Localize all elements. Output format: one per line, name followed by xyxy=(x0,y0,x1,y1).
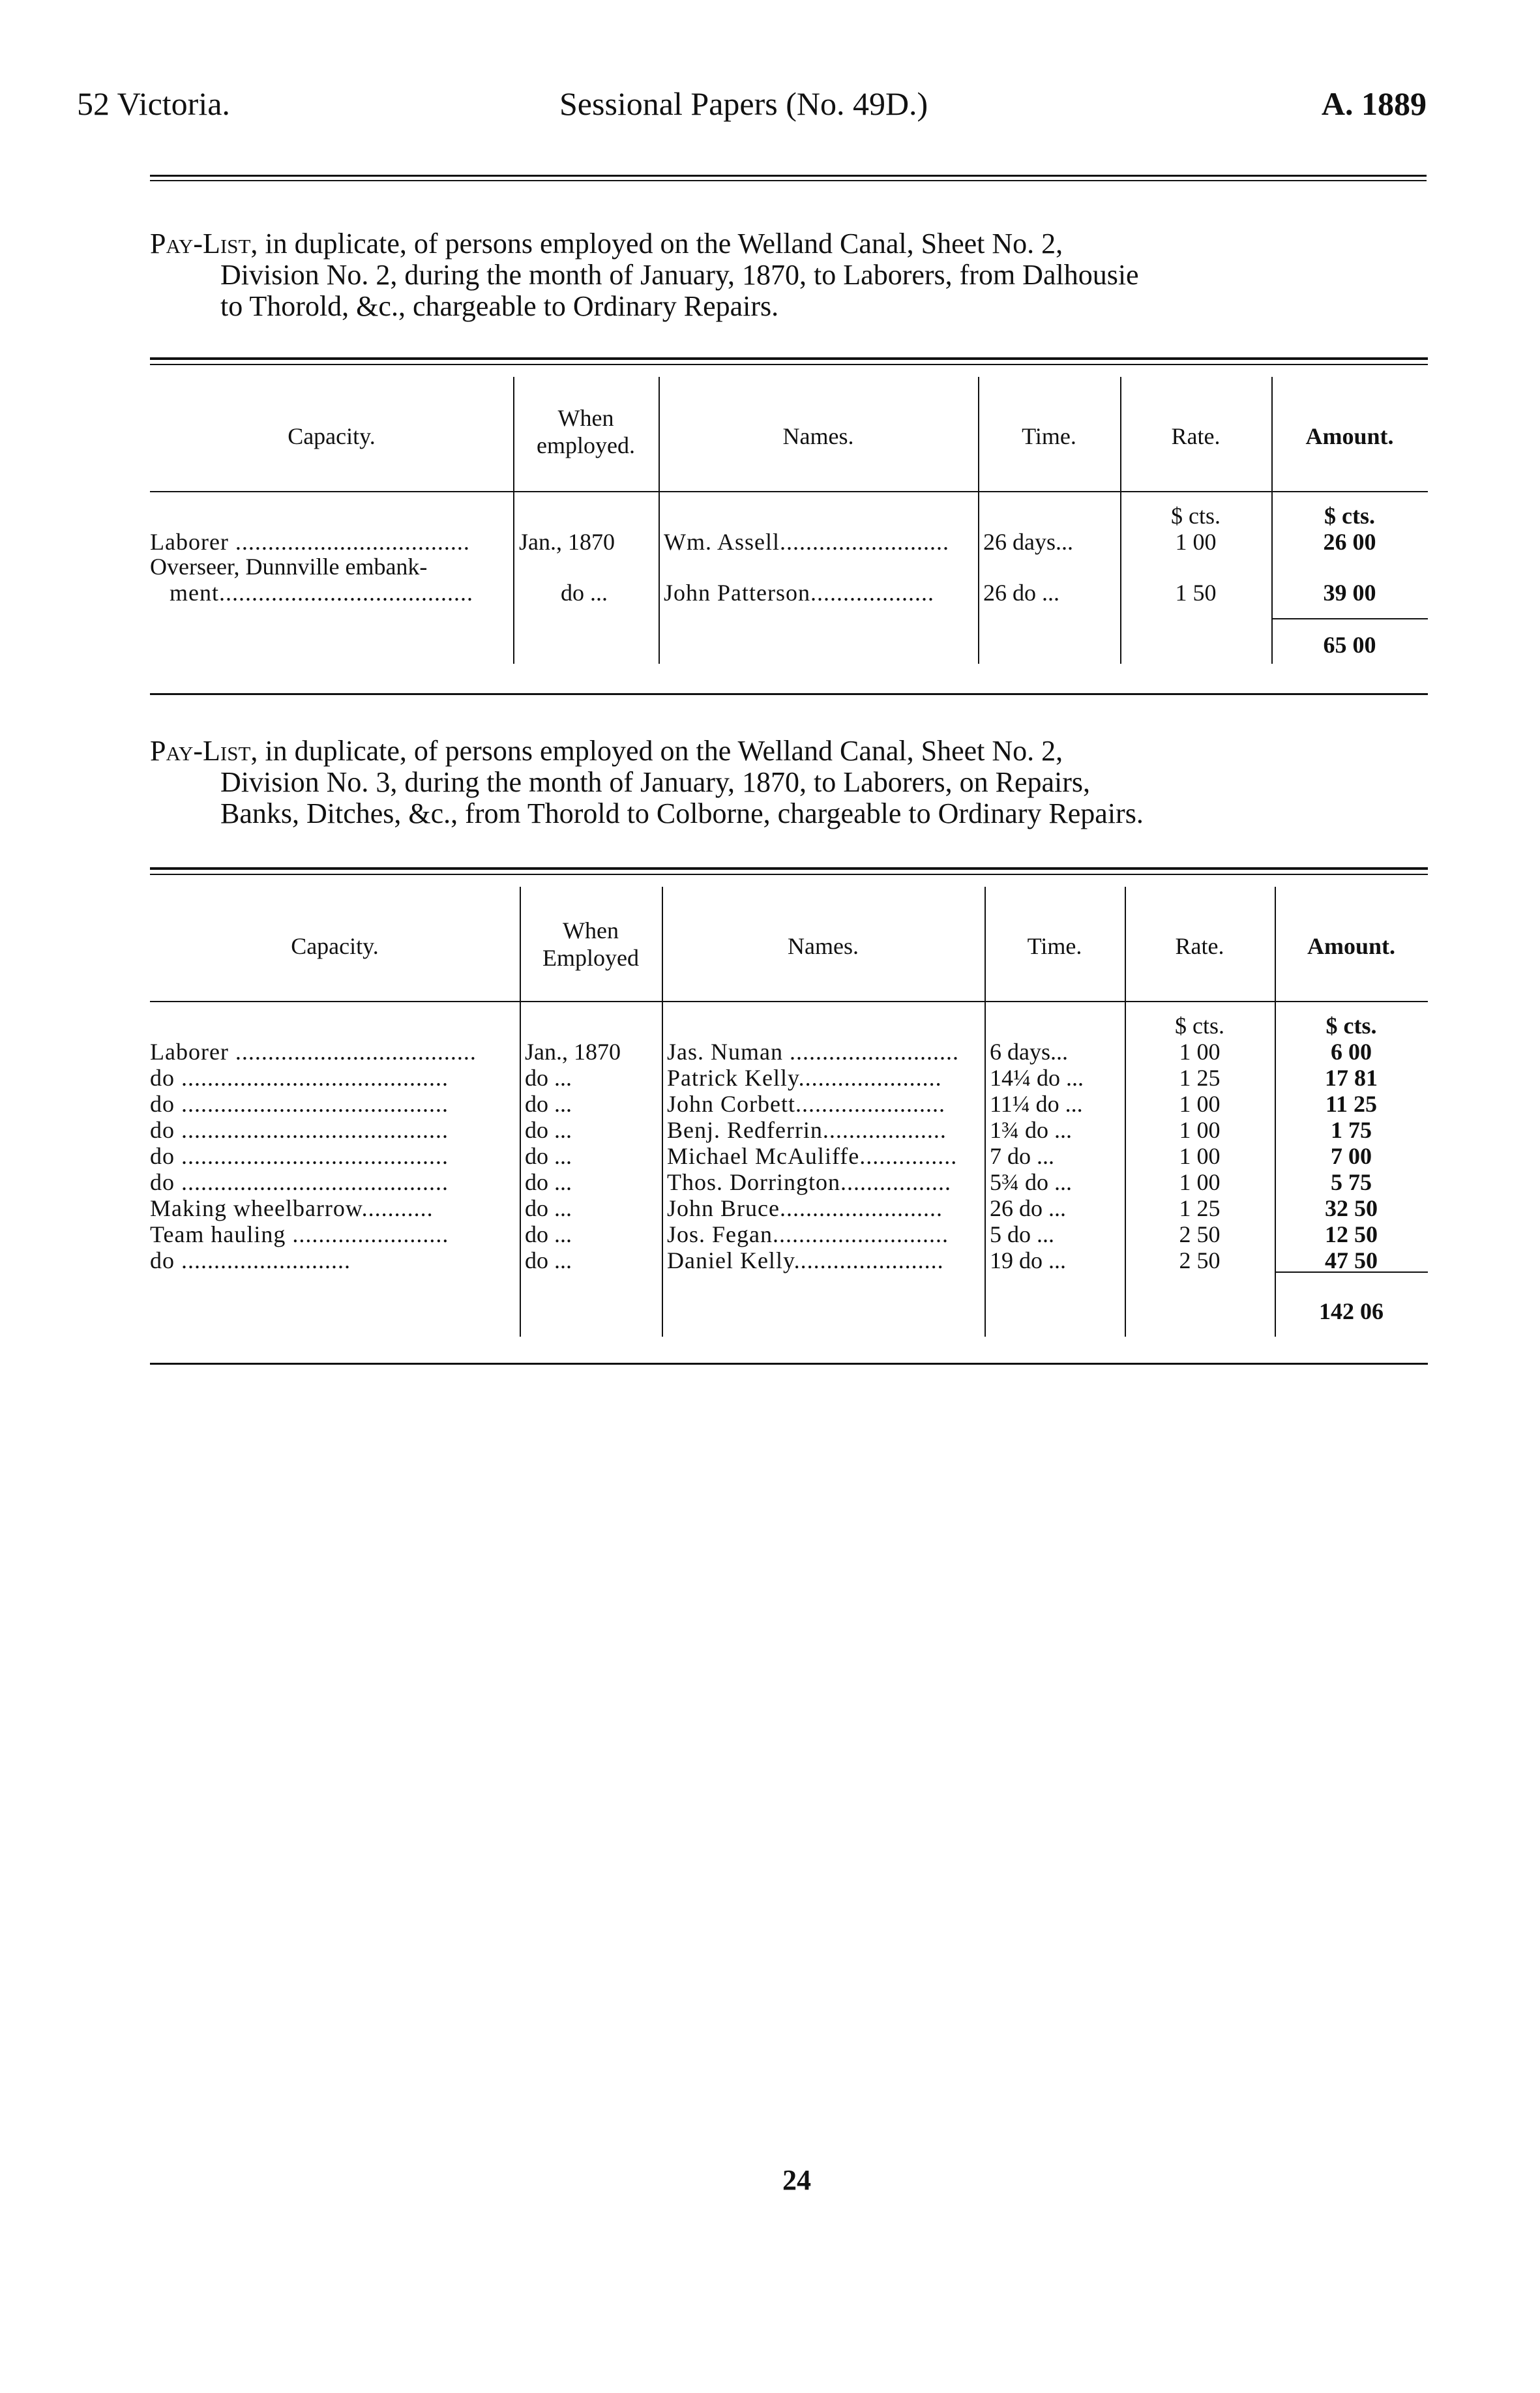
row-name: Daniel Kelly....................... xyxy=(667,1247,944,1273)
section2-line1: in duplicate, of persons employed on the Welland Canal, Sheet No. 2, xyxy=(258,735,1063,767)
row-capacity: do ......................................... xyxy=(150,1169,449,1195)
col-amount: Amount. xyxy=(1305,423,1394,449)
row-name: John Corbett....................... xyxy=(667,1091,945,1117)
row1-rate: 1 00 xyxy=(1175,529,1217,555)
header-rule xyxy=(150,175,1427,177)
row-capacity: Making wheelbarrow........... xyxy=(150,1195,434,1221)
row-amount: 32 50 xyxy=(1325,1195,1378,1221)
row-when: do ... xyxy=(525,1117,572,1143)
row-rate: 1 25 xyxy=(1179,1065,1221,1091)
row-when: do ... xyxy=(525,1091,572,1117)
row-rate: 1 00 xyxy=(1179,1039,1221,1065)
row-when: do ... xyxy=(525,1221,572,1247)
page-number: 24 xyxy=(782,2164,811,2196)
row-time: 1¾ do ... xyxy=(990,1117,1072,1143)
col2-amount: Amount. xyxy=(1307,933,1396,959)
row-rate: 1 00 xyxy=(1179,1117,1221,1143)
row-when: do ... xyxy=(525,1247,572,1273)
row-time: 5¾ do ... xyxy=(990,1169,1072,1195)
row2-name: John Patterson................... xyxy=(664,580,934,606)
row-when: Jan., 1870 xyxy=(525,1039,621,1065)
section2-lead: Pay-List, xyxy=(150,735,258,767)
running-header xyxy=(77,85,1427,130)
col2-rate: Rate. xyxy=(1175,933,1224,959)
row-capacity: do ......................................... xyxy=(150,1117,449,1143)
row-capacity: do .......................... xyxy=(150,1247,351,1273)
row1-when: Jan., 1870 xyxy=(519,529,615,555)
row2-capacity: Overseer, Dunnville embank- xyxy=(150,554,428,580)
row-amount: 1 75 xyxy=(1331,1117,1372,1143)
header-session: 52 Victoria. xyxy=(77,85,230,122)
section2-intro xyxy=(150,736,1428,829)
rate-units: $ cts. xyxy=(1171,503,1221,529)
section2-line2: Division No. 3, during the month of January, 1870, to Laborers, on Repairs, xyxy=(220,766,1091,798)
row-when: do ... xyxy=(525,1065,572,1091)
row1-amount: 26 00 xyxy=(1323,529,1376,555)
col-time: Time. xyxy=(1022,423,1076,449)
section1-table xyxy=(150,357,1428,696)
section1-line3: to Thorold, &c., chargeable to Ordinary Repairs. xyxy=(220,290,779,322)
row2-capacity-cont: ment....................................... xyxy=(170,580,473,606)
col-when: When employed. xyxy=(537,405,635,458)
row-time: 7 do ... xyxy=(990,1143,1054,1169)
section2-total: 142 06 xyxy=(1319,1298,1384,1324)
col-capacity: Capacity. xyxy=(288,423,376,449)
row-time: 5 do ... xyxy=(990,1221,1054,1247)
row-rate: 2 50 xyxy=(1179,1247,1221,1273)
row2-time: 26 do ... xyxy=(983,580,1059,606)
row-amount: 6 00 xyxy=(1331,1039,1372,1065)
row-when: do ... xyxy=(525,1143,572,1169)
amount-units: $ cts. xyxy=(1324,503,1375,529)
row-amount: 7 00 xyxy=(1331,1143,1372,1169)
header-title: Sessional Papers (No. 49D.) xyxy=(559,85,928,122)
row-name: John Bruce......................... xyxy=(667,1195,943,1221)
row-when: do ... xyxy=(525,1195,572,1221)
row-amount: 47 50 xyxy=(1325,1247,1378,1273)
row1-time: 26 days... xyxy=(983,529,1073,555)
row-capacity: Laborer ..................................... xyxy=(150,1039,477,1065)
col2-time: Time. xyxy=(1027,933,1082,959)
section1-intro xyxy=(150,228,1428,322)
col-rate: Rate. xyxy=(1171,423,1221,449)
col-names: Names. xyxy=(782,423,854,449)
section1-lead: Pay-List, xyxy=(150,228,258,260)
row-amount: 17 81 xyxy=(1325,1065,1378,1091)
row-rate: 1 00 xyxy=(1179,1143,1221,1169)
row-amount: 12 50 xyxy=(1325,1221,1378,1247)
col2-capacity: Capacity. xyxy=(291,933,379,959)
amount2-units: $ cts. xyxy=(1325,1013,1377,1039)
row-capacity: do ......................................... xyxy=(150,1065,449,1091)
row1-capacity: Laborer .................................... xyxy=(150,529,470,555)
section1-line2: Division No. 2, during the month of January, 1870, to Laborers, from Dalhousie xyxy=(220,259,1139,291)
header-year: A. 1889 xyxy=(1321,85,1427,122)
row-amount: 5 75 xyxy=(1331,1169,1372,1195)
row-capacity: do ......................................... xyxy=(150,1091,449,1117)
row2-rate: 1 50 xyxy=(1175,580,1217,606)
row1-name: Wm. Assell.......................... xyxy=(664,529,949,555)
row-time: 6 days... xyxy=(990,1039,1068,1065)
row-time: 26 do ... xyxy=(990,1195,1066,1221)
header-rule-second xyxy=(150,180,1427,181)
row-capacity: Team hauling ........................ xyxy=(150,1221,449,1247)
section1-total: 65 00 xyxy=(1323,632,1376,658)
row-rate: 1 00 xyxy=(1179,1169,1221,1195)
row-time: 14¼ do ... xyxy=(990,1065,1084,1091)
row2-when: do ... xyxy=(561,580,608,606)
row-rate: 2 50 xyxy=(1179,1221,1221,1247)
row-capacity: do ......................................... xyxy=(150,1143,449,1169)
rate2-units: $ cts. xyxy=(1175,1013,1224,1039)
row-name: Thos. Dorrington................. xyxy=(667,1169,951,1195)
section1-line1: in duplicate, of persons employed on the Welland Canal, Sheet No. 2, xyxy=(258,228,1063,260)
section2-table xyxy=(150,867,1428,1369)
row-rate: 1 00 xyxy=(1179,1091,1221,1117)
row-name: Jos. Fegan........................... xyxy=(667,1221,949,1247)
row-name: Jas. Numan .......................... xyxy=(667,1039,959,1065)
row-time: 19 do ... xyxy=(990,1247,1066,1273)
row-rate: 1 25 xyxy=(1179,1195,1221,1221)
col2-when: When Employed xyxy=(542,917,639,971)
row-name: Benj. Redferrin................... xyxy=(667,1117,947,1143)
section2-line3: Banks, Ditches, &c., from Thorold to Colborne, chargeable to Ordinary Repairs. xyxy=(220,797,1144,829)
row2-amount: 39 00 xyxy=(1323,580,1376,606)
row-name: Patrick Kelly...................... xyxy=(667,1065,942,1091)
col2-names: Names. xyxy=(788,933,859,959)
row-name: Michael McAuliffe............... xyxy=(667,1143,958,1169)
row-when: do ... xyxy=(525,1169,572,1195)
row-amount: 11 25 xyxy=(1325,1091,1377,1117)
row-time: 11¼ do ... xyxy=(990,1091,1083,1117)
